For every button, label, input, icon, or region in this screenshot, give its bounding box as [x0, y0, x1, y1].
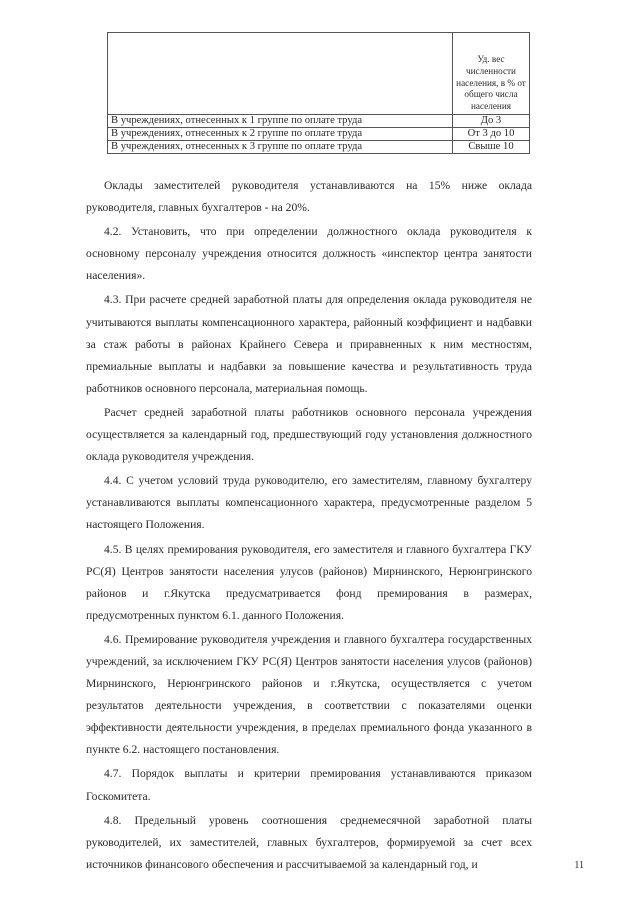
- paragraph-4-3: 4.3. При расчете средней заработной платы для определения оклада руководителя не учитываются выплаты компенсационного характера, районный коэффициент и надбавки за стаж работы в районах Крайнего Севера и приравненных к ним местностям, премиальные выплаты и надбавки за повышение качества и результативность труда работников основного персонала, материальная помощь.: [86, 293, 532, 395]
- table-header-empty-cell: [108, 33, 453, 115]
- table-row: [108, 128, 530, 141]
- paragraph-4-4: 4.4. С учетом условий труда руководителю, его заместителям, главному бухгалтеру устанавливаются выплаты компенсационного характера, предусмотренные разделом 5 настоящего Положения.: [86, 474, 532, 532]
- table-cell-share: От 3 до 10: [453, 128, 530, 141]
- paragraph-4-6: 4.6. Премирование руководителя учреждения и главного бухгалтера государственных учреждений, за исключением ГКУ РС(Я) Центров занятости населения улусов (районов) Мирнинского, Нерюнгринского районов и г.Якутска, осуществляется с учетом результатов деятельности учреждения, в соответствии с показателями оценки эффективности деятельности учреждения, в пределах премиального фонда указанного в пункте 6.2. настоящего постановления.: [86, 632, 532, 757]
- page-number: 11: [574, 860, 584, 871]
- table-cell-group: В учреждениях, отнесенных к 2 группе по оплате труда: [108, 128, 453, 141]
- paragraph-4-8: 4.8. Предельный уровень соотношения среднемесячной заработной платы руководителей, их заместителей, главных бухгалтеров, формируемой за счет всех источников финансового обеспечения и рассчитываемой за календарный год, и: [86, 813, 532, 871]
- paragraph-4-5: 4.5. В целях премирования руководителя, его заместителя и главного бухгалтера ГКУ РС(Я) Центров занятости населения улусов (районов) Мирнинского, Нерюнгринского районов и г.Якутска предусматривается фонд премирования в размерах, предусмотренных пунктом 6.1. данного Положения.: [86, 542, 532, 622]
- table-cell-group: В учреждениях, отнесенных к 1 группе по оплате труда: [108, 115, 453, 128]
- table-row: [108, 141, 530, 154]
- table-cell-share: До 3: [453, 115, 530, 128]
- paragraph-average-salary-calc: Расчет средней заработной платы работников основного персонала учреждения осуществляется за календарный год, предшествующий году установления должностного оклада руководителя учреждения.: [86, 405, 532, 464]
- table-header-row: [108, 33, 530, 115]
- table-cell-share: Свыше 10: [453, 141, 530, 154]
- body-text: [86, 175, 532, 878]
- paragraph-4-2: 4.2. Установить, что при определении должностного оклада руководителя к основному персоналу учреждения относится должность «инспектор центра занятости населения».: [86, 225, 532, 283]
- table-cell-group: В учреждениях, отнесенных к 3 группе по оплате труда: [108, 141, 453, 154]
- staff-share-table: [107, 32, 530, 154]
- paragraph-deputy-salaries: Оклады заместителей руководителя устанавливаются на 15% ниже оклада руководителя, главных бухгалтеров - на 20%.: [86, 179, 532, 215]
- table-row: [108, 115, 530, 128]
- table-header-share: Уд. вес численности населения, в % от общего числа населения: [453, 33, 530, 115]
- paragraph-4-7: 4.7. Порядок выплаты и критерии премирования устанавливаются приказом Госкомитета.: [86, 767, 532, 803]
